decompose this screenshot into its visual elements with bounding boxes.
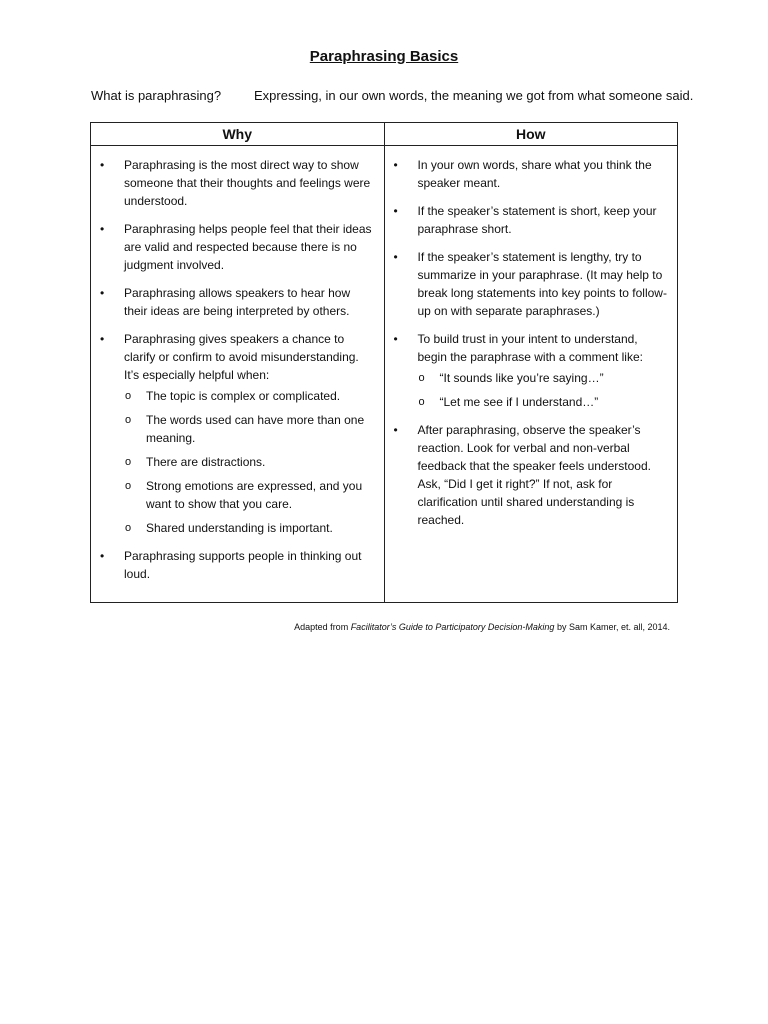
bullet-icon: • — [100, 332, 105, 346]
bullet-icon: • — [100, 549, 105, 563]
why-header: Why — [91, 123, 385, 146]
why-column — [91, 146, 385, 603]
why-bullet — [91, 547, 376, 583]
circle-bullet-icon: o — [125, 414, 132, 426]
how-bullet-text: In your own words, share what you think the speaker meant. — [417, 158, 652, 190]
table-header-row — [91, 123, 678, 146]
table-body-row — [91, 146, 678, 603]
bullet-icon: • — [100, 286, 105, 300]
how-header: How — [384, 123, 678, 146]
source-credit — [294, 622, 670, 632]
bullet-icon: • — [100, 158, 105, 172]
bullet-icon: • — [393, 332, 398, 346]
why-sub-item — [124, 519, 376, 537]
bullet-icon: • — [393, 423, 398, 437]
why-sub-item-text: The topic is complex or complicated. — [146, 389, 341, 403]
circle-bullet-icon: o — [125, 480, 132, 492]
why-bullet-text: Paraphrasing allows speakers to hear how their ideas are being interpreted by others. — [124, 286, 351, 318]
how-sub-item — [418, 369, 670, 387]
circle-bullet-icon: o — [125, 390, 132, 402]
why-bullet-text: Paraphrasing helps people feel that their ideas are valid and respected because there is no judgment involved. — [124, 222, 372, 272]
why-bullet — [91, 156, 376, 210]
how-sub-item-text: “It sounds like you’re saying…” — [439, 371, 604, 385]
why-bullet-text: Paraphrasing gives speakers a chance to clarify or confirm to avoid misunderstanding. It’s especially helpful when: — [124, 332, 359, 382]
why-bullet-text: Paraphrasing is the most direct way to show someone that their thoughts and feelings were understood. — [124, 158, 371, 208]
why-bullet — [91, 330, 376, 537]
circle-bullet-icon: o — [125, 456, 132, 468]
bullet-icon: • — [100, 222, 105, 236]
how-sub-list — [418, 369, 670, 411]
credit-suffix: by Sam Kamer, et. all, 2014. — [554, 622, 670, 632]
how-bullet — [385, 156, 670, 192]
how-column — [384, 146, 678, 603]
how-bullet-text: If the speaker’s statement is lengthy, try to summarize in your paraphrase. (It may help to break long statements into key points to follow-up on with separate paraphrases.) — [417, 250, 667, 318]
intro-answer: Expressing, in our own words, the meaning we got from what someone said. — [254, 88, 694, 103]
intro-question: What is paraphrasing? — [91, 88, 222, 103]
how-bullet-text: If the speaker’s statement is short, keep your paraphrase short. — [417, 204, 657, 236]
why-sub-item — [124, 387, 376, 405]
how-bullet — [385, 202, 670, 238]
why-how-table — [90, 122, 678, 603]
circle-bullet-icon: o — [418, 396, 425, 408]
how-bullet-text: To build trust in your intent to understand, begin the paraphrase with a comment like: — [417, 332, 643, 364]
bullet-icon: • — [393, 250, 398, 264]
why-sub-item — [124, 411, 376, 447]
how-bullet — [385, 248, 670, 320]
bullet-icon: • — [393, 158, 398, 172]
circle-bullet-icon: o — [125, 522, 132, 534]
how-bullet-text: After paraphrasing, observe the speaker’s reaction. Look for verbal and non-verbal feedback that the speaker feels understood. Ask, “Did I get it right?” If not, ask for clarification until shared understanding is reached. — [417, 423, 651, 527]
how-list — [385, 146, 678, 529]
why-sub-list — [124, 387, 376, 537]
why-sub-item — [124, 453, 376, 471]
credit-book-title: Facilitator’s Guide to Participatory Decision-Making — [350, 622, 555, 632]
why-sub-item-text: Strong emotions are expressed, and you want to show that you care. — [146, 479, 363, 511]
why-sub-item-text: There are distractions. — [146, 455, 266, 469]
how-bullet — [385, 330, 670, 411]
page-title: Paraphrasing Basics — [309, 48, 459, 65]
why-bullet-text: Paraphrasing supports people in thinking out loud. — [124, 549, 362, 581]
circle-bullet-icon: o — [418, 372, 425, 384]
how-bullet — [385, 421, 670, 529]
bullet-icon: • — [393, 204, 398, 218]
why-bullet — [91, 220, 376, 274]
intro-line — [91, 88, 693, 103]
why-sub-item — [124, 477, 376, 513]
why-sub-item-text: Shared understanding is important. — [146, 521, 333, 535]
why-list — [91, 146, 384, 583]
credit-prefix: Adapted from — [294, 622, 351, 632]
how-sub-item-text: “Let me see if I understand…” — [439, 395, 599, 409]
why-sub-item-text: The words used can have more than one meaning. — [146, 413, 365, 445]
why-bullet — [91, 284, 376, 320]
how-sub-item — [418, 393, 670, 411]
